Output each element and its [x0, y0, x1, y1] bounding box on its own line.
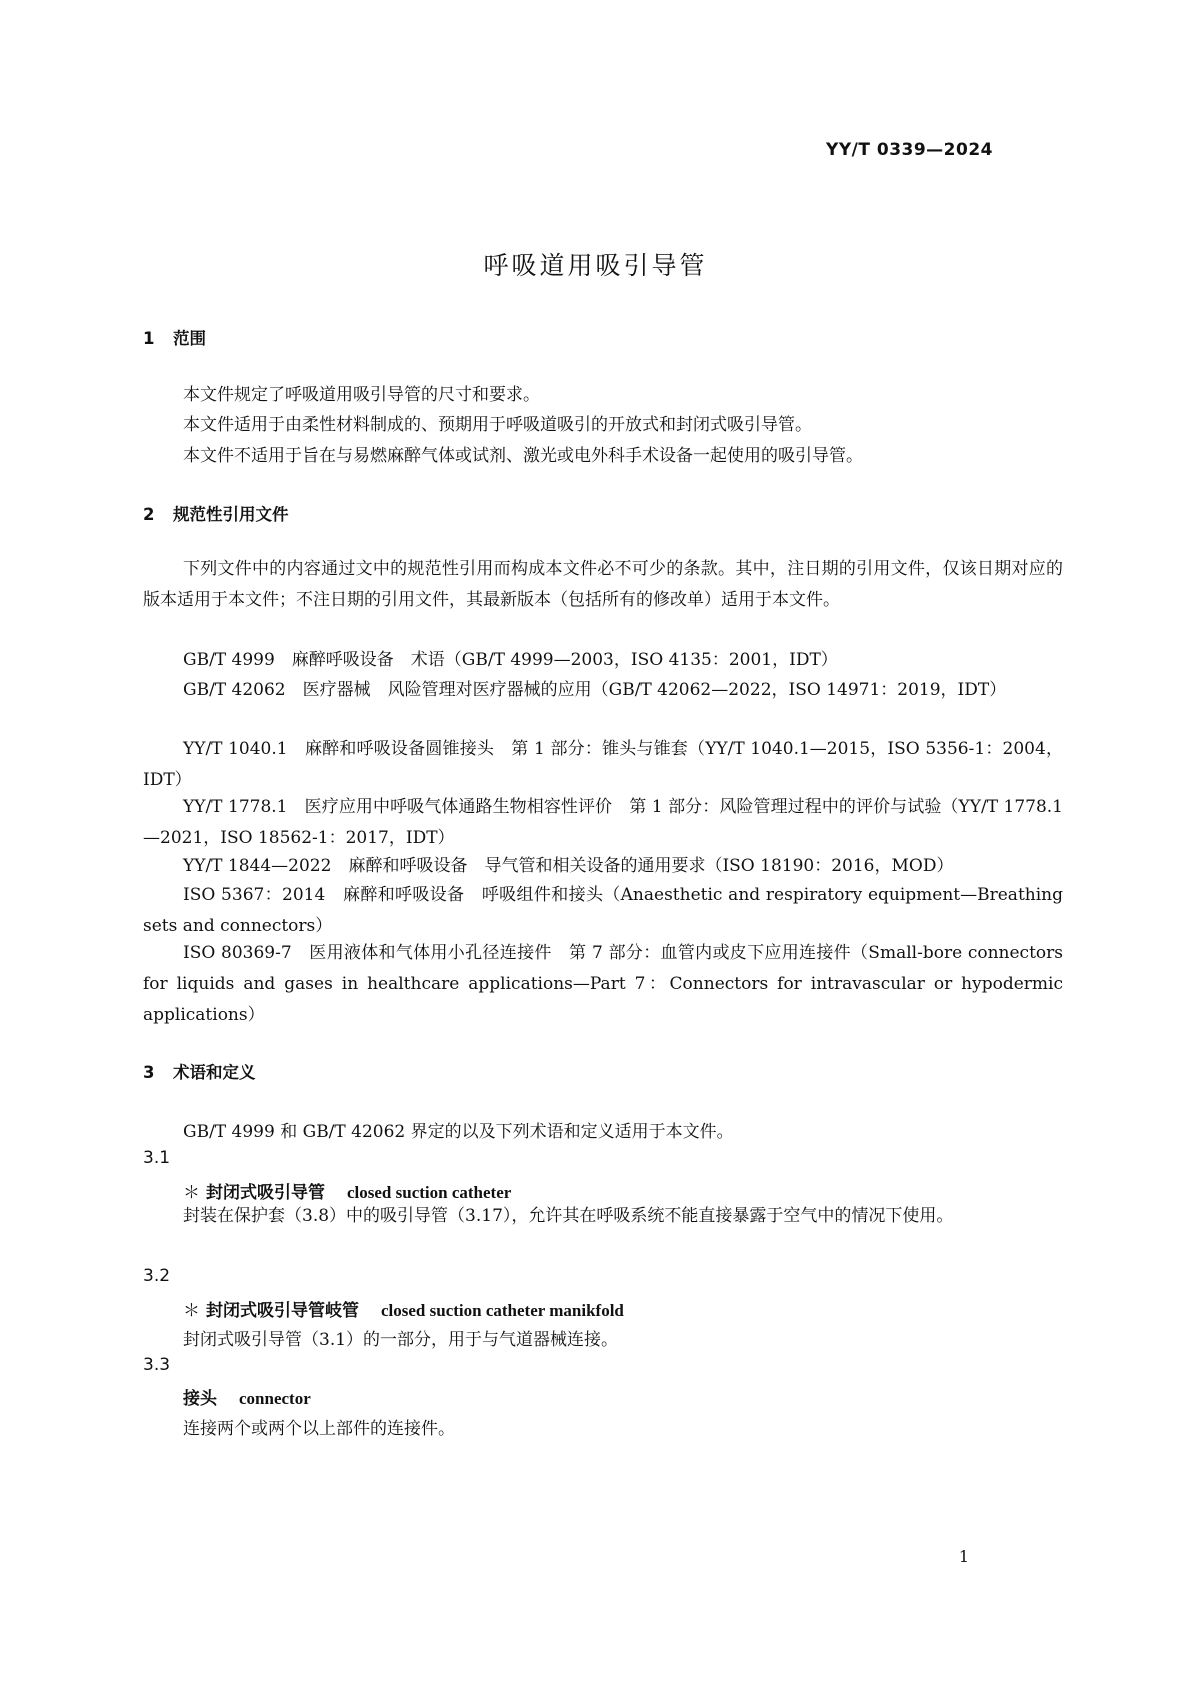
- term-entry: [183, 1296, 624, 1321]
- star-marker: ＊: [183, 1301, 200, 1321]
- reference-item: ISO 5367：2014 麻醉和呼吸设备 呼吸组件和接头（Anaesthetic and respiratory equipment—Breathing sets and connectors）: [143, 885, 1063, 936]
- section-1-heading: [143, 325, 206, 349]
- page-number: 1: [958, 1547, 969, 1566]
- reference-item: GB/T 42062 医疗器械 风险管理对医疗器械的应用（GB/T 42062—2022，ISO 14971：2019，IDT）: [183, 680, 1007, 700]
- term-english: closed suction catheter manikfold: [381, 1301, 624, 1320]
- reference-item: YY/T 1844—2022 麻醉和呼吸设备 导气管和相关设备的通用要求（ISO 18190：2016，MOD）: [183, 856, 954, 876]
- term-definition: 封闭式吸引导管（3.1）的一部分，用于与气道器械连接。: [183, 1330, 619, 1350]
- term-definition: 封装在保护套（3.8）中的吸引导管（3.17），允许其在呼吸系统不能直接暴露于空气中的情况下使用。: [183, 1206, 954, 1226]
- term-english: connector: [239, 1389, 311, 1408]
- term-chinese: 接头: [183, 1389, 217, 1409]
- clause-number: 3.2: [143, 1266, 171, 1286]
- reference-item: YY/T 1040.1 麻醉和呼吸设备圆锥接头 第 1 部分：锥头与锥套（YY/T 1040.1—2015，ISO 5356-1：2004，IDT）: [143, 739, 1063, 790]
- term-english: closed suction catheter: [347, 1183, 512, 1202]
- clause-number: 3.3: [143, 1355, 171, 1375]
- section-3-heading: [143, 1059, 256, 1083]
- term-chinese: 封闭式吸引导管岐管: [206, 1301, 359, 1321]
- standard-number: YY/T 0339—2024: [826, 140, 993, 160]
- term-entry: [183, 1384, 311, 1409]
- reference-item: YY/T 1778.1 医疗应用中呼吸气体通路生物相容性评价 第 1 部分：风险管理过程中的评价与试验（YY/T 1778.1—2021，ISO 18562-1：2017，IDT）: [143, 797, 1063, 848]
- clause-number: 3.1: [143, 1148, 171, 1168]
- section-number: 3: [143, 1063, 155, 1082]
- star-marker: ＊: [183, 1183, 200, 1203]
- terms-intro: GB/T 4999 和 GB/T 42062 界定的以及下列术语和定义适用于本文件。: [183, 1122, 734, 1142]
- section-number: 1: [143, 329, 155, 348]
- reference-item: GB/T 4999 麻醉呼吸设备 术语（GB/T 4999—2003，ISO 4135：2001，IDT）: [183, 650, 838, 670]
- term-chinese: 封闭式吸引导管: [206, 1183, 325, 1203]
- scope-paragraph: 本文件规定了呼吸道用吸引导管的尺寸和要求。: [183, 385, 540, 405]
- reference-item: ISO 80369-7 医用液体和气体用小孔径连接件 第 7 部分：血管内或皮下应用连接件（Small-bore connectors for liquids and gases in healthcare applications—Part 7：Connectors for intravascular or hypodermic applications）: [143, 943, 1063, 1025]
- section-2-heading: [143, 501, 289, 525]
- section-title: 术语和定义: [173, 1063, 256, 1082]
- section-title: 规范性引用文件: [173, 505, 289, 524]
- scope-paragraph: 本文件适用于由柔性材料制成的、预期用于呼吸道吸引的开放式和封闭式吸引导管。: [183, 415, 812, 435]
- term-definition: 连接两个或两个以上部件的连接件。: [183, 1419, 455, 1439]
- references-intro: 下列文件中的内容通过文中的规范性引用而构成本文件必不可少的条款。其中，注日期的引用文件，仅该日期对应的版本适用于本文件；不注日期的引用文件，其最新版本（包括所有的修改单）适用于本文件。: [143, 559, 1063, 610]
- scope-paragraph: 本文件不适用于旨在与易燃麻醉气体或试剂、激光或电外科手术设备一起使用的吸引导管。: [183, 446, 863, 466]
- document-title: 呼吸道用吸引导管: [483, 251, 708, 280]
- term-entry: [183, 1178, 511, 1203]
- section-number: 2: [143, 505, 155, 524]
- section-title: 范围: [173, 329, 206, 348]
